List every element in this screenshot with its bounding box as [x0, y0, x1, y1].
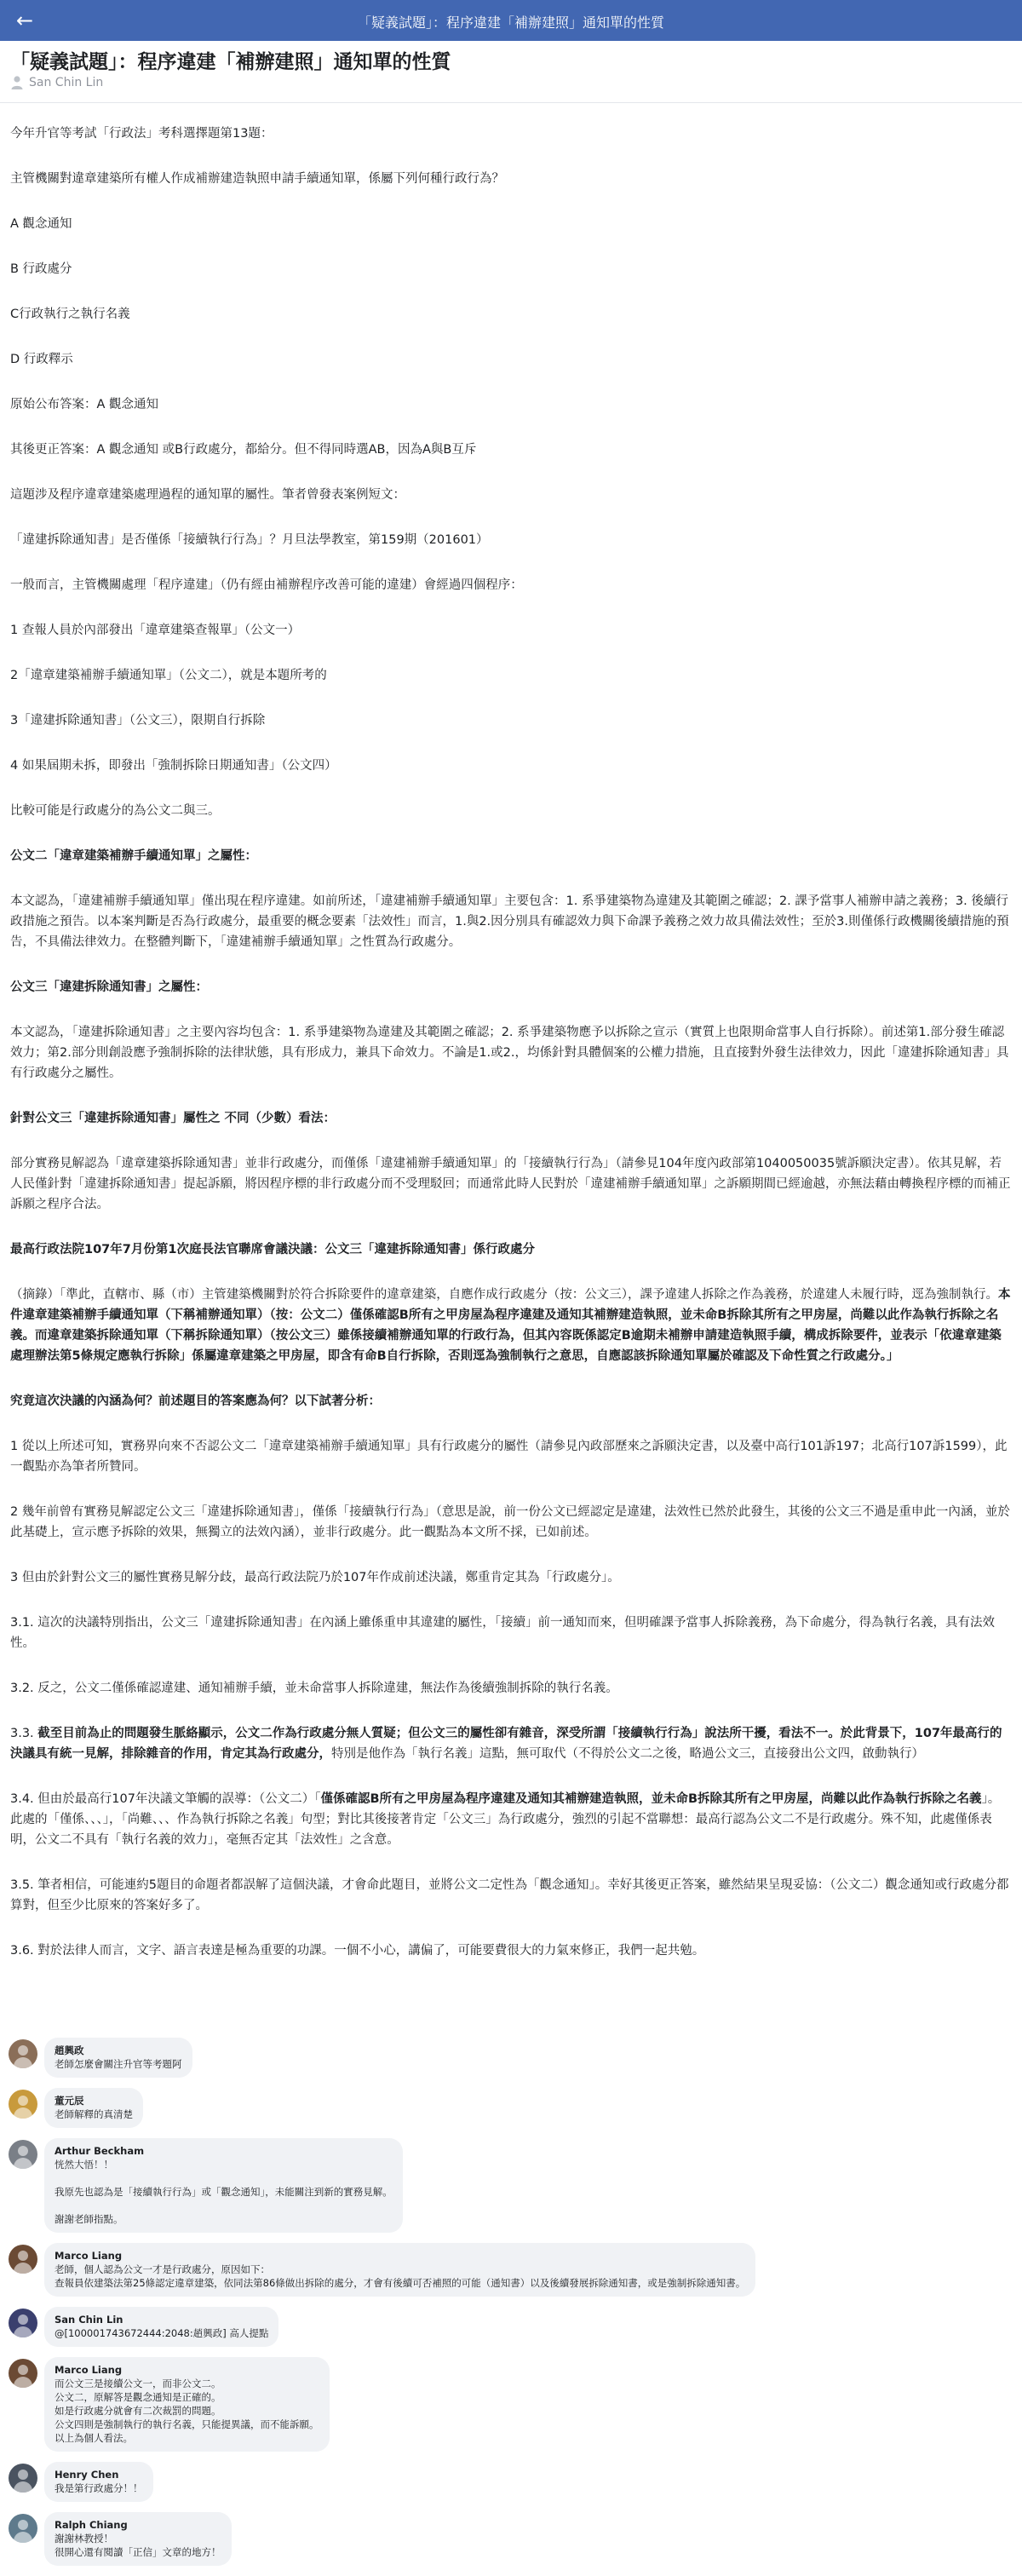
avatar[interactable]	[9, 2090, 37, 2119]
article-paragraph	[10, 1941, 1012, 1961]
paragraph-text: 3 但由於針對公文三的屬性實務見解分歧，最高行政法院乃於107年作成前述決議，鄭重肯定其為「行政處分」。	[10, 1571, 620, 1584]
comment-bubble	[44, 2462, 153, 2502]
paragraph-bold-text: 截至目前為止的問題發生脈絡顯示，公文二作為行政處分無人質疑；但公文三的屬性卻有雜音，深受所謂「接續執行行為」說法所干擾，看法不一。於此背景下，107年最高行的決議具有統一見解，排除雜音的作用，肯定其為行政處分，	[10, 1727, 1002, 1761]
article-paragraph	[10, 304, 1012, 325]
paragraph-text: 主管機關對違章建築所有權人作成補辦建造執照申請手續通知單，係屬下列何種行政行為？	[10, 172, 504, 186]
back-arrow-icon[interactable]: ←	[15, 9, 34, 32]
comment-bubble	[44, 2243, 755, 2297]
comment	[9, 2243, 1013, 2297]
avatar-head-icon	[18, 2251, 28, 2261]
article-paragraph	[10, 440, 1012, 460]
article-paragraph	[10, 1285, 1012, 1366]
article-paragraph	[10, 1613, 1012, 1653]
paragraph-text: 今年升官等考試「行政法」考科選擇題第13題：	[10, 127, 273, 141]
article-paragraph	[10, 259, 1012, 279]
article-paragraph	[10, 1789, 1012, 1850]
paragraph-text: B 行政處分	[10, 262, 72, 276]
comment-text: 老師，個人認為公文一才是行政處分，原因如下：	[55, 2263, 270, 2275]
article-paragraph	[10, 169, 1012, 189]
avatar-body-icon	[14, 2326, 32, 2337]
paragraph-text: 3.3.	[10, 1727, 38, 1740]
paragraph-text: （摘錄）「準此，直轄市、縣（市）主管建築機關對於符合拆除要件的違章建築，自應作成行政處分（按：公文三），課予違建人拆除之作為義務，於違建人未履行時，逕為強制執行。	[10, 1288, 998, 1302]
comment-bubble	[44, 2138, 403, 2233]
section-heading	[10, 1239, 1012, 1260]
comment-author[interactable]: Marco Liang	[55, 2364, 123, 2376]
avatar[interactable]	[9, 2140, 37, 2169]
avatar-head-icon	[18, 2365, 28, 2375]
paragraph-text: A 觀念通知	[10, 217, 72, 231]
comments-section	[9, 2038, 1013, 2576]
article-paragraph	[10, 1153, 1012, 1215]
article-paragraph	[10, 710, 1012, 731]
article-paragraph	[10, 1678, 1012, 1699]
article-paragraph	[10, 665, 1012, 686]
paragraph-text: 公文三「違建拆除通知書」之屬性：	[10, 980, 208, 994]
comment-text: @[100001743672444:2048:趙興政] 高人提點	[55, 2327, 269, 2339]
paragraph-text: 部分實務見解認為「違章建築拆除通知書」並非行政處分，而僅係「違建補辦手續通知單」的「接續執行行為」（請參見104年度內政部第1040050035號訴願決定書）。依其見解，若人民僅針對「違建拆除通知書」提起訴願，將因程序標的非行政處分而不受理駁回；而通常此時人民對於「違建補辦手續通知單」之訴願期間已經逾越，亦無法藉由轉換程序標的而補正訴願之程序合法。	[10, 1157, 1011, 1211]
paragraph-text: 1 查報人員於內部發出「違章建築查報單」（公文一）	[10, 624, 301, 637]
paragraph-text: 究竟這次決議的內涵為何？前述題目的答案應為何？以下試著分析：	[10, 1394, 381, 1408]
article-paragraph	[10, 394, 1012, 415]
article-paragraph	[10, 620, 1012, 641]
paragraph-text: 3.4. 但由於最高行107年決議文筆觸的誤導：（公文二）「	[10, 1792, 321, 1806]
comment-text: 老師解釋的真清楚	[55, 2108, 133, 2120]
article-paragraph	[10, 1502, 1012, 1543]
topbar-title: 「疑義試題」：程序違建「補辦建照」通知單的性質	[357, 14, 664, 31]
comment-text: 以上為個人看法。	[55, 2432, 133, 2444]
comment-text: 公文二，原解答是觀念通知是正確的。	[55, 2391, 221, 2403]
avatar-body-icon	[14, 2263, 32, 2274]
paragraph-text: 一般而言，主管機關處理「程序違建」（仍有經由補辦程序改善可能的違建）會經過四個程序：	[10, 578, 523, 592]
comment-bubble	[44, 2307, 278, 2347]
avatar-head-icon	[18, 2470, 28, 2480]
article-paragraph	[10, 1022, 1012, 1084]
article-paragraph	[10, 756, 1012, 776]
comment-text: 恍然大悟！！	[55, 2159, 113, 2171]
paragraph-text: 1 從以上所述可知，實務界向來不否認公文二「違章建築補辦手續通知單」具有行政處分的屬性（請參見內政部歷來之訴願決定書，以及臺中高行101訴197；北高行107訴1599），此一觀點亦為筆者所贊同。	[10, 1440, 1008, 1474]
section-heading	[10, 977, 1012, 998]
avatar[interactable]	[9, 2039, 37, 2068]
comment-text	[55, 2171, 393, 2185]
comment-author[interactable]: San Chin Lin	[55, 2314, 123, 2326]
comment-author[interactable]: 董元辰	[55, 2095, 84, 2107]
paragraph-text: D 行政釋示	[10, 353, 73, 366]
paragraph-tail-text: 特別是他作為「執行名義」這點，無可取代（不得於公文二之後，略過公文三，直接發出公文四，啟動執行）	[331, 1747, 924, 1761]
comment-text: 我原先也認為是「接續執行行為」或「觀念通知」，未能關注到新的實務見解。	[55, 2186, 393, 2198]
comment-bubble	[44, 2357, 330, 2452]
avatar[interactable]	[9, 2464, 37, 2493]
avatar-head-icon	[18, 2146, 28, 2156]
article-paragraph	[10, 1436, 1012, 1477]
comment	[9, 2038, 1013, 2078]
comment-text	[55, 2199, 393, 2212]
comment-author[interactable]: 趙興政	[55, 2044, 84, 2056]
section-heading	[10, 1108, 1012, 1129]
paragraph-text: 2「違章建築補辦手續通知單」（公文二），就是本題所考的	[10, 669, 327, 682]
section-heading	[10, 846, 1012, 866]
paragraph-text: 公文二「違章建築補辦手續通知單」之屬性：	[10, 849, 257, 863]
article-body	[10, 124, 1012, 1986]
avatar[interactable]	[9, 2245, 37, 2274]
comment-author[interactable]: Ralph Chiang	[55, 2519, 128, 2531]
article-paragraph	[10, 1875, 1012, 1916]
paragraph-text: 比較可能是行政處分的為公文二與三。	[10, 804, 221, 818]
comment-text: 而公文三是接續公文一，而非公文二。	[55, 2378, 221, 2389]
avatar-head-icon	[18, 2314, 28, 2325]
comment-text: 謝謝老師指點。	[55, 2213, 123, 2225]
comment-text: 謝謝林教授！	[55, 2533, 113, 2544]
paragraph-bold-text: 僅係確認B所有之甲房屋為程序違建及通知其補辦建造執照，並未命B拆除其所有之甲房屋，尚難以此作為執行拆除之名義	[320, 1792, 982, 1806]
paragraph-text: 原始公布答案：A 觀念通知	[10, 398, 159, 411]
comment-text: 我是第行政處分！！	[55, 2482, 143, 2494]
paragraph-text: 本文認為，「違建拆除通知書」之主要內容均包含：1. 系爭建築物為違建及其範圍之確認；2. 系爭建築物應予以拆除之宣示（實質上也限期命當事人自行拆除）。前述第1.部分發生確認效力；第2.部分則創設應予強制拆除的法律狀態，具有形成力，兼具下命效力。不論是1.或2.，均係針對具體個案的公權力措施，且直接對外發生法律效力，因此「違建拆除通知書」具有行政處分之屬性。	[10, 1026, 1009, 1080]
article-header	[0, 41, 1022, 103]
paragraph-text: 「違建拆除通知書」是否僅係「接續執行行為」？月旦法學教室，第159期（201601）	[10, 533, 489, 547]
page-title: 「疑義試題」：程序違建「補辦建照」通知單的性質	[10, 51, 451, 73]
comment-author[interactable]: Arthur Beckham	[55, 2145, 145, 2157]
article-paragraph	[10, 485, 1012, 505]
avatar[interactable]	[9, 2309, 37, 2337]
comment-author[interactable]: Henry Chen	[55, 2469, 119, 2481]
article-paragraph	[10, 801, 1012, 821]
paragraph-text: C行政執行之執行名義	[10, 308, 130, 321]
comment-text: 查報員依建築法第25條認定違章建築，依同法第86條做出拆除的處分，才會有後續可否補照的可能（通知書）以及後續發展拆除通知書，或是強制拆除通知書。	[55, 2277, 746, 2289]
paragraph-text: 3.6. 對於法律人而言，文字、語言表達是極為重要的功課。一個不小心，講偏了，可能要費很大的力氣來修正，我們一起共勉。	[10, 1944, 705, 1958]
avatar[interactable]	[9, 2514, 37, 2543]
paragraph-text: 這題涉及程序違章建築處理過程的通知單的屬性。筆者曾發表案例短文：	[10, 488, 405, 502]
avatar-body-icon	[14, 2158, 32, 2169]
paragraph-bold-text: 本件違章建築補辦手續通知單（下稱補辦通知單）（按：公文二）僅係確認B所有之甲房屋為程序違建及通知其補辦建造執照，並未命B拆除其所有之甲房屋，尚難以此作為執行拆除之名義。而違章建築拆除通知單（下稱拆除通知單）（按公文三）雖係接續補辦通知單的行政行為，但其內容既係認定B逾期未補辦申請建造執照手續，構成拆除要件，並表示「依違章建築處理辦法第5條規定應執行拆除」係屬違章建築之甲房屋，即含有命B自行拆除，否則逕為強制執行之意思，自應認該拆除通知單屬於確認及下命性質之行政處分。」	[10, 1288, 1011, 1363]
avatar-head-icon	[18, 2045, 28, 2056]
avatar[interactable]	[9, 2359, 37, 2388]
comment	[9, 2138, 1013, 2233]
avatar-body-icon	[14, 2057, 32, 2068]
paragraph-text: 4 如果屆期未拆，即發出「強制拆除日期通知書」（公文四）	[10, 759, 337, 773]
avatar-body-icon	[14, 2377, 32, 2388]
avatar-body-icon	[14, 2532, 32, 2543]
paragraph-text: 3.2. 反之，公文二僅係確認違建、通知補辦手續，並未命當事人拆除違建，無法作為後續強制拆除的執行名義。	[10, 1682, 618, 1695]
avatar-head-icon	[18, 2096, 28, 2106]
paragraph-text: 本文認為，「違建補辦手續通知單」僅出現在程序違建。如前所述，「違建補辦手續通知單」主要包含：1. 系爭建築物為違建及其範圍之確認；2. 課予當事人補辦申請之義務；3. 後續行政措施之預告。以本案判斷是否為行政處分，最重要的概念要素「法效性」而言，1.與2.因分別具有確認效力與下命課予義務之效力故具備法效性；至於3.則僅係行政機關後續措施的預告，不具備法律效力。在整體判斷下，「違建補辦手續通知單」之性質為行政處分。	[10, 894, 1009, 949]
avatar-head-icon	[18, 2520, 28, 2530]
top-navigation-bar	[0, 0, 1022, 41]
comment	[9, 2088, 1013, 2128]
article-paragraph	[10, 891, 1012, 952]
comment	[9, 2462, 1013, 2502]
paragraph-text: 3.1. 這次的決議特別指出，公文三「違建拆除通知書」在內涵上雖係重申其違建的屬性，「接續」前一通知而來，但明確課予當事人拆除義務，為下命處分，得為執行名義，具有法效性。	[10, 1616, 996, 1650]
comment-author[interactable]: Marco Liang	[55, 2250, 123, 2262]
comment-text: 公文四則是強制執行的執行名義，只能提異議，而不能訴願。	[55, 2418, 319, 2430]
comment-bubble	[44, 2088, 143, 2128]
paragraph-text: 最高行政法院107年7月份第1次庭長法官聯席會議決議：公文三「違建拆除通知書」係行政處分	[10, 1243, 535, 1256]
comment-bubble	[44, 2038, 192, 2078]
article-paragraph	[10, 1723, 1012, 1764]
comment	[9, 2307, 1013, 2347]
comment	[9, 2512, 1013, 2566]
avatar-body-icon	[14, 2107, 32, 2119]
paragraph-text: 其後更正答案：A 觀念通知 或B行政處分，都給分。但不得同時選AB，因為A與B互斥	[10, 443, 477, 457]
person-icon	[10, 75, 24, 90]
article-paragraph	[10, 124, 1012, 144]
comment-text: 老師怎麼會關注升官等考題阿	[55, 2058, 182, 2070]
author-row[interactable]	[10, 75, 103, 90]
section-heading	[10, 1391, 1012, 1412]
author-name[interactable]: San Chin Lin	[29, 76, 104, 89]
comment-text: 如是行政處分就會有二次裁罰的問題。	[55, 2405, 221, 2417]
article-paragraph	[10, 575, 1012, 595]
paragraph-text: 2 幾年前曾有實務見解認定公文三「違建拆除通知書」，僅係「接續執行行為」（意思是說，前一份公文已經認定是違建，法效性已然於此發生，其後的公文三不過是重申此一內涵，並於此基礎上，宣示應予拆除的效果，無獨立的法效內涵），並非行政處分。此一觀點為本文所不採，已如前述。	[10, 1505, 1010, 1539]
article-paragraph	[10, 1567, 1012, 1588]
paragraph-tail-text: 」。此處的「僅係、、、」，「尚難、、、作為執行拆除之名義」句型；對比其後接著肯定「公文三」為行政處分，強烈的引起不當聯想：最高行認為公文二不是行政處分。殊不知，此處僅係表明，公文二不具有「執行名義的效力」，毫無否定其「法效性」之含意。	[10, 1792, 1001, 1847]
avatar-body-icon	[14, 2481, 32, 2493]
paragraph-text: 3.5. 筆者相信，可能連約5題目的命題者都誤解了這個決議，才會命此題目，並將公文二定性為「觀念通知」。幸好其後更正答案，雖然結果呈現妥協：（公文二）觀念通知或行政處分都算對，但至少比原來的答案好多了。	[10, 1878, 1009, 1912]
article-paragraph	[10, 349, 1012, 370]
comment-bubble	[44, 2512, 232, 2566]
comment	[9, 2357, 1013, 2452]
article-paragraph	[10, 530, 1012, 550]
comment-text: 很開心還有閱讀「正信」文章的地方！	[55, 2546, 221, 2558]
paragraph-text: 針對公文三「違建拆除通知書」屬性之 不同（少數）看法：	[10, 1112, 336, 1125]
article-paragraph	[10, 214, 1012, 234]
paragraph-text: 3「違建拆除通知書」（公文三），限期自行拆除	[10, 714, 266, 727]
